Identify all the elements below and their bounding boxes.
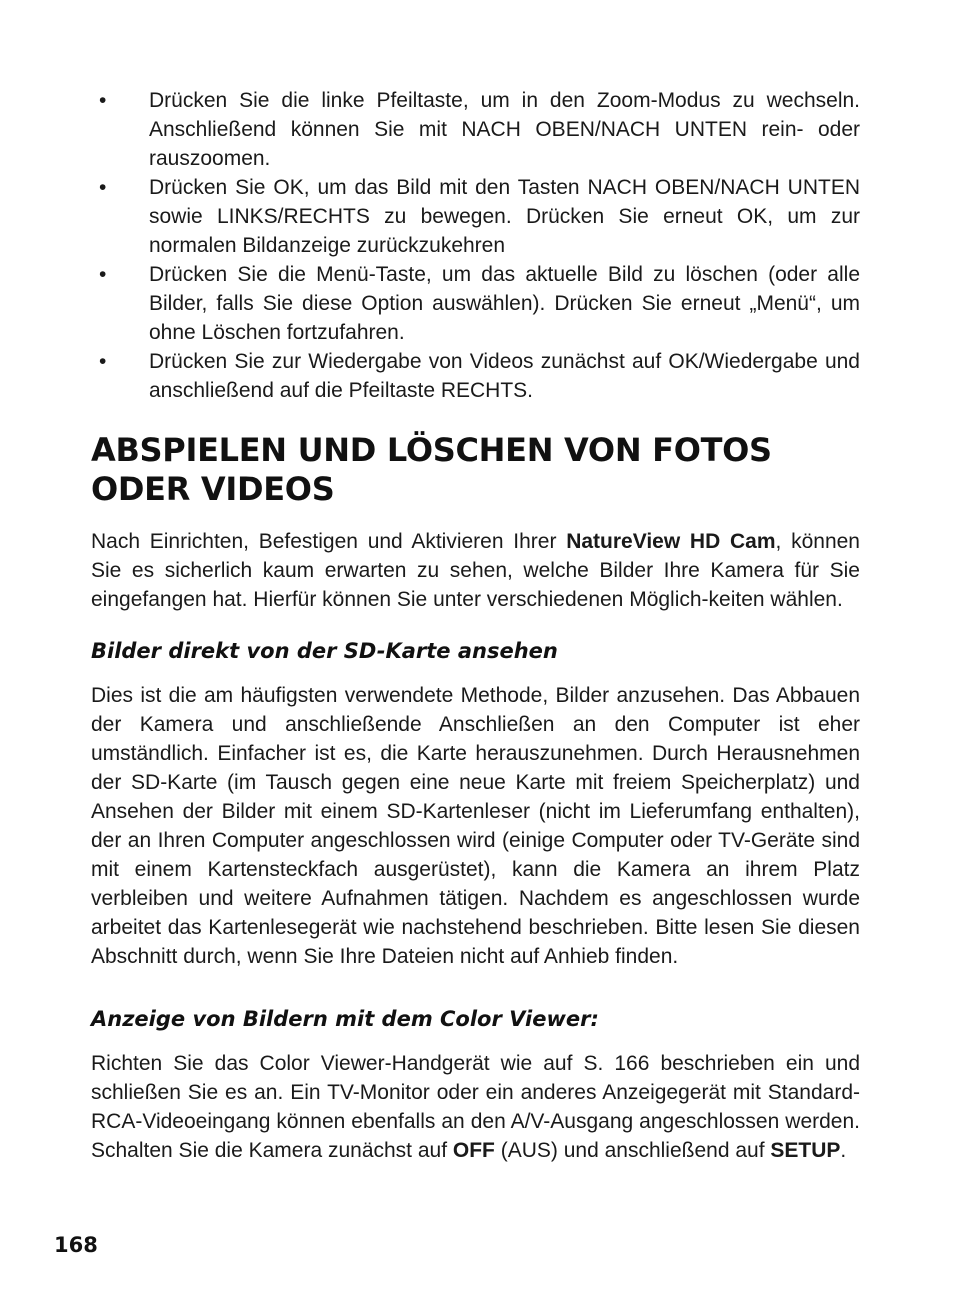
subsection-heading-color-viewer: Anzeige von Bildern mit dem Color Viewer: bbox=[91, 1007, 599, 1031]
bullet-text: Drücken Sie zur Wiedergabe von Videos zunächst auf OK/Wiedergabe und anschließend auf die Pfeiltaste RECHTS. bbox=[149, 350, 860, 402]
bullet-point-icon: • bbox=[99, 176, 107, 199]
section-heading: ABSPIELEN UND LÖSCHEN VON FOTOS ODER VIDEOS bbox=[91, 431, 772, 508]
page-number: 168 bbox=[54, 1233, 98, 1257]
color-viewer-text-c: . bbox=[840, 1139, 847, 1162]
bullet-item bbox=[91, 347, 860, 405]
color-viewer-text-b: (AUS) und anschließend auf bbox=[494, 1139, 771, 1162]
color-viewer-text-a: Richten Sie das Color Viewer-Handgerät wie auf S. 166 beschrieben ein und schließen Sie es an. Ein TV-Monitor oder ein anderes Anzeigegerät mit Standard-RCA-Videoeingang können ebenfalls an den A/V-Ausgang angeschlossen werden. Schalten Sie die Kamera zunächst auf bbox=[91, 1052, 860, 1162]
intro-text-start: Nach Einrichten, Befestigen und Aktivieren Ihrer bbox=[91, 530, 567, 553]
intro-paragraph bbox=[91, 527, 860, 614]
subsection-heading-sd-card: Bilder direkt von der SD-Karte ansehen bbox=[91, 639, 558, 663]
bullet-item bbox=[91, 173, 860, 260]
bullet-point-icon: • bbox=[99, 263, 107, 286]
product-name: NatureView HD Cam bbox=[566, 530, 776, 553]
sd-card-paragraph: Dies ist die am häufigsten verwendete Methode, Bilder anzusehen. Das Abbauen der Kamera und anschließende Anschließen an den Computer ist eher umständlich. Einfacher ist es, die Karte herauszunehmen. Durch Herausnehmen der SD-Karte (im Tausch gegen eine neue Karte mit freiem Speicherplatz) und Ansehen der Bilder mit einem SD-Kartenleser (nicht im Lieferumfang enthalten), der an Ihren Computer angeschlossen wird (einige Computer oder TV-Geräte sind mit einem Kartensteckfach ausgerüstet), kann die Kamera an ihrem Platz verbleiben und weitere Aufnahmen tätigen. Nachdem es angeschlossen wurde arbeitet das Kartenlesegerät wie nachstehend beschrieben. Bitte lesen Sie diesen Abschnitt durch, wenn Sie Ihre Dateien nicht auf Anhieb finden. bbox=[91, 684, 860, 968]
intro-text-end: , können Sie es sicherlich kaum erwarten zu sehen, welche Bilder Ihre Kamera für Sie eingefangen hat. Hierfür können Sie unter verschiedenen Möglich-keiten wählen. bbox=[91, 530, 860, 611]
bullet-point-icon: • bbox=[99, 89, 107, 112]
manual-page bbox=[91, 86, 860, 1165]
bullet-item bbox=[91, 260, 860, 347]
instruction-bullet-list bbox=[91, 86, 860, 405]
color-viewer-paragraph bbox=[91, 1049, 860, 1165]
setup-label: SETUP bbox=[770, 1139, 841, 1162]
off-label: OFF bbox=[452, 1139, 495, 1162]
bullet-text: Drücken Sie OK, um das Bild mit den Tasten NACH OBEN/NACH UNTEN sowie LINKS/RECHTS zu bewegen. Drücken Sie erneut OK, um zur normalen Bildanzeige zurückzukehren bbox=[149, 176, 860, 257]
bullet-item bbox=[91, 86, 860, 173]
bullet-point-icon: • bbox=[99, 350, 107, 373]
bullet-text: Drücken Sie die Menü-Taste, um das aktuelle Bild zu löschen (oder alle Bilder, falls Sie diese Option auswählen). Drücken Sie erneut „Menü“, um ohne Löschen fortzufahren. bbox=[149, 263, 860, 344]
bullet-text: Drücken Sie die linke Pfeiltaste, um in den Zoom-Modus zu wechseln. Anschließend können Sie mit NACH OBEN/NACH UNTEN rein- oder rauszoomen. bbox=[149, 89, 860, 170]
